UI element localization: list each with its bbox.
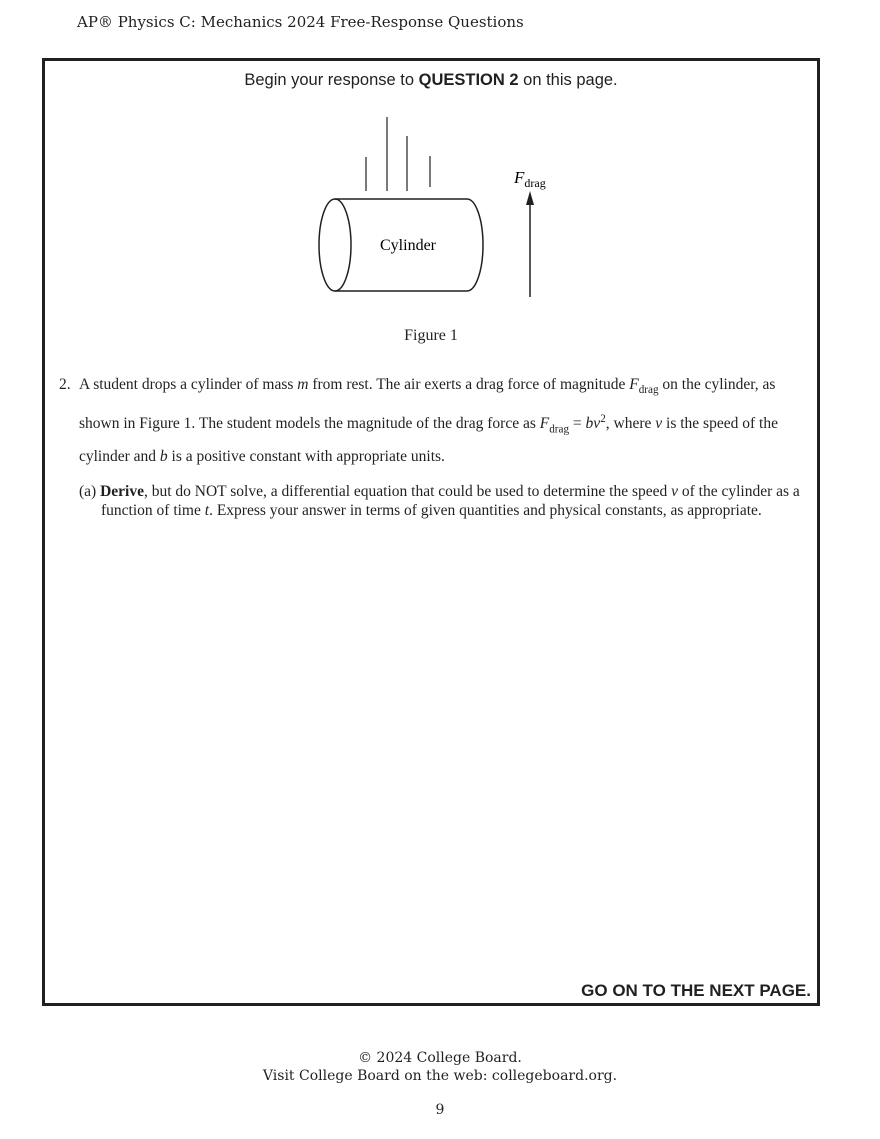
cylinder-label: Cylinder [380,237,436,254]
motion-lines [366,117,430,191]
footer [0,1049,880,1085]
begin-instruction: Begin your response to QUESTION 2 on this page. [244,71,618,89]
response-frame [42,58,820,1006]
go-on-notice: GO ON TO THE NEXT PAGE. [581,981,811,1000]
page-header: AP® Physics C: Mechanics 2024 Free-Response Questions [77,13,524,31]
website-note: Visit College Board on the web: collegeboard.org. [262,1068,618,1084]
question-stem: A student drops a cylinder of mass m from rest. The air exerts a drag force of magnitude $F_{drag}$ on the cylinder, as shown in Figure 1. The student models the magnitude of the drag force as $F_{drag} = bv^2$, where v is the speed of the cylinder and b is a positive constant with appropriate units. [79,376,778,466]
question-2 [59,371,803,521]
figure-caption: Figure 1 [404,327,458,344]
question-number: 2. [59,376,71,393]
drag-force-arrow [526,191,534,297]
page-number: 9 [435,1102,445,1118]
drag-force-label: $F_{drag}$ [514,168,546,190]
figure-1 [317,111,549,351]
copyright: © 2024 College Board. [358,1050,522,1066]
part-a: (a) Derive, but do NOT solve, a differential equation that could be used to determine the speed v of the cylinder as a function of time t. Express your answer in terms of given quantities and physical constants, as appropriate. [79,482,800,520]
